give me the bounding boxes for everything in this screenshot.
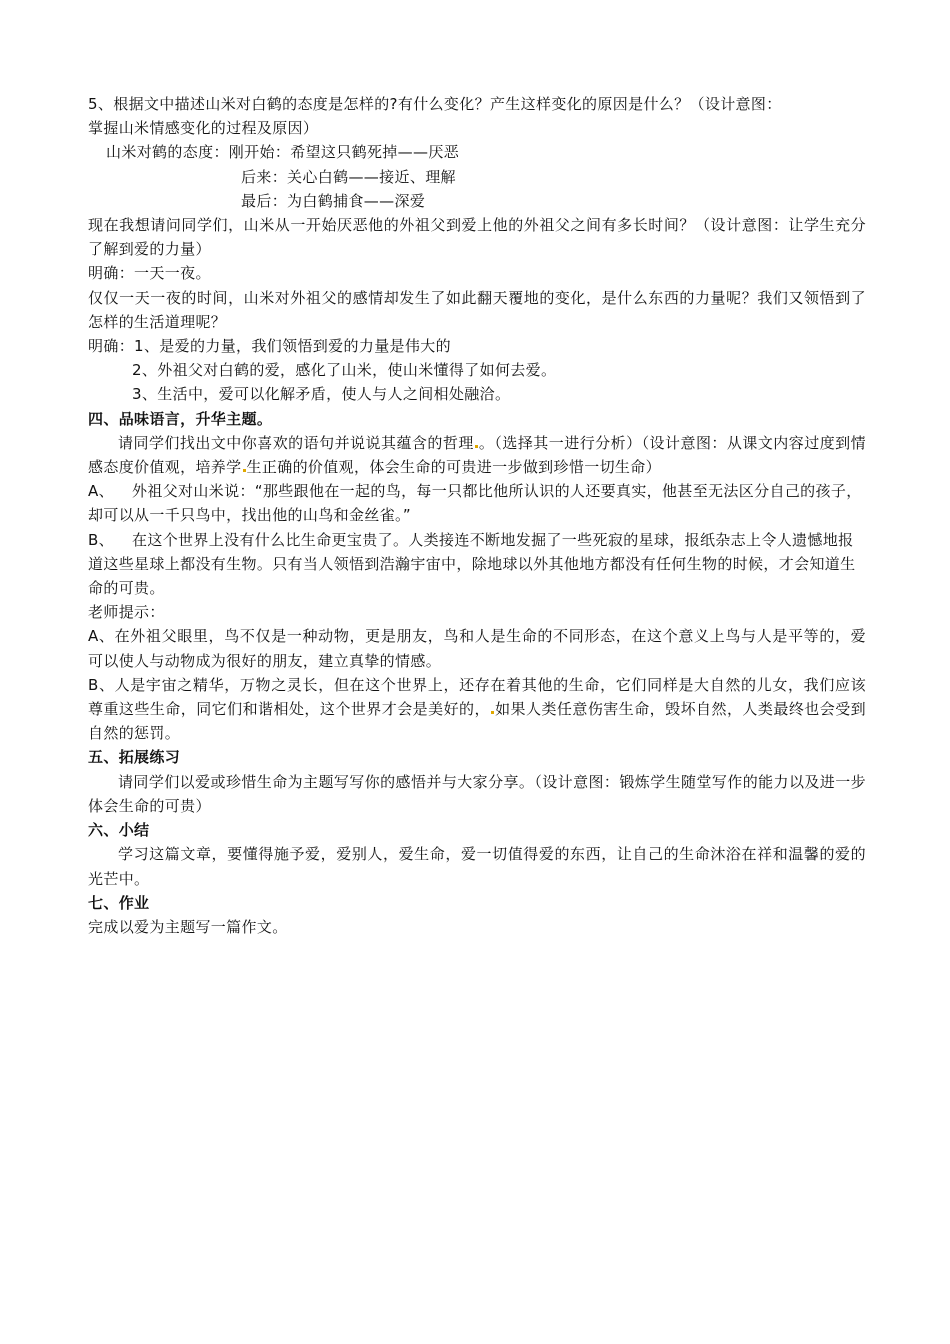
quote-a — [88, 479, 866, 527]
section-6-text: 学习这篇文章，要懂得施予爱，爱别人，爱生命，爱一切值得爱的东西，让自己的生命沐浴在祥和温馨的爱的光芒中。 — [88, 845, 866, 888]
section-4-title: 四、品味语言，升华主题。 — [88, 409, 273, 428]
section-4-text-c: 生正确的价值观，体会生命的可贵进一步做到珍惜一切生命） — [246, 458, 661, 477]
edit-mark — [243, 469, 246, 472]
question-time: 现在我想请问同学们，山米从一开始厌恶他的外祖父到爱上他的外祖父之间有多长时间？（设计意图：让学生充分了解到爱的力量） — [88, 216, 866, 259]
attitude-later: 后来：关心白鹤——接近、理解 — [241, 167, 456, 186]
answer-3: 3、生活中，爱可以化解矛盾，使人与人之间相处融洽。 — [132, 385, 511, 404]
question-power: 仅仅一天一夜的时间，山米对外祖父的感情却发生了如此翻天覆地的变化，是什么东西的力量呢？我们又领悟到了怎样的生活道理呢？ — [88, 288, 866, 331]
quote-b-label: B、 — [88, 530, 114, 549]
question-5-line-1: 5、根据文中描述山米对白鹤的态度是怎样的?有什么变化？产生这样变化的原因是什么？（设计意图： — [88, 95, 782, 113]
hint-a: A、在外祖父眼里，鸟不仅是一种动物，更是朋友，鸟和人是生命的不同形态，在这个意义上鸟与人是平等的，爱可以使人与动物成为很好的朋友，建立真挚的情感。 — [88, 627, 866, 670]
answer-time: 明确：一天一夜。 — [88, 264, 211, 283]
answer-1: 明确：1、是爱的力量，我们领悟到爱的力量是伟大的 — [88, 337, 451, 356]
answer-2: 2、外祖父对白鹤的爱，感化了山米，使山米懂得了如何去爱。 — [132, 361, 557, 380]
edit-mark — [475, 445, 478, 448]
hint-title: 老师提示： — [88, 603, 165, 622]
section-4-text-b: 。（选择其一进行分析）（设计意图：从课文内容过度到情感态度价值观，培养学 — [88, 433, 866, 477]
section-7-text: 完成以爱为主题写一篇作文。 — [88, 917, 288, 936]
hint-b-text-a: B、人是宇宙之精华，万物之灵长，但在这个世界上，还存在着其他的生命，它们同样是大自然的儿女，我们应该尊重这些生命，同它们和谐相处，这个世界才会是美好的， — [88, 675, 866, 719]
section-7-title: 七、作业 — [88, 893, 150, 912]
section-5-title: 五、拓展练习 — [88, 748, 181, 767]
hint-b-text-b: 如果人类任意伤害生命，毁坏自然，人类最终也会受到自然的惩罚。 — [88, 700, 867, 743]
quote-a-text: 外祖父对山米说：“那些跟他在一起的鸟，每一只都比他所认识的人还要真实，他甚至无法区分自己的孩子，却可以从一千只鸟中，找出他的山鸟和金丝雀。” — [88, 482, 862, 525]
attitude-start: 山米对鹤的态度：刚开始：希望这只鹤死掉——厌恶 — [106, 143, 460, 162]
document-page — [88, 92, 866, 939]
section-4-text-a: 请同学们找出文中你喜欢的语句并说说其蕴含的哲理 — [118, 433, 474, 452]
quote-a-label: A、 — [88, 482, 114, 501]
quote-b-text: 在这个世界上没有什么比生命更宝贵了。人类接连不断地发掘了一些死寂的星球，报纸杂志上令人遗憾地报道这些星球上都没有生物。只有当人领悟到浩瀚宇宙中，除地球以外其他地方都没有任何生物的时候，才会知道生命的可贵。 — [88, 530, 856, 598]
section-5-text: 请同学们以爱或珍惜生命为主题写写你的感悟并与大家分享。（设计意图：锻炼学生随堂写作的能力以及进一步体会生命的可贵） — [88, 772, 866, 815]
section-4-text — [88, 431, 866, 479]
edit-mark — [491, 711, 494, 714]
hint-b — [88, 673, 866, 746]
question-5-line-2: 掌握山米情感变化的过程及原因） — [88, 119, 319, 138]
attitude-final: 最后：为白鹤捕食——深爱 — [241, 191, 426, 210]
section-6-title: 六、小结 — [88, 821, 150, 840]
quote-b — [88, 528, 866, 601]
